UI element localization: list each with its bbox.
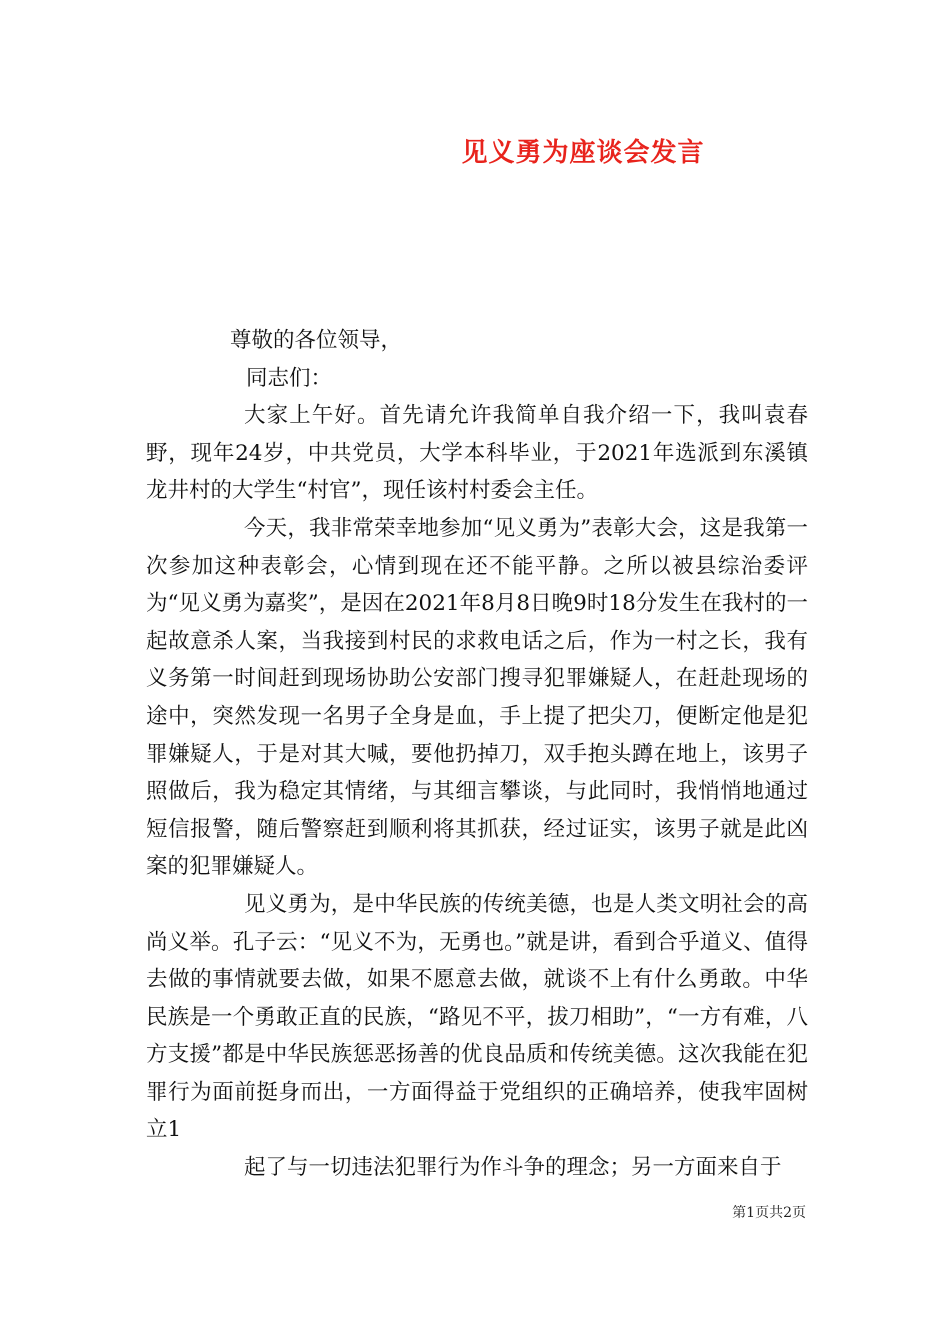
paragraph-virtue: 见义勇为，是中华民族的传统美德，也是人类文明社会的高尚义举。孔子云：“见义不为，无勇也。”就是讲，看到合乎道义、值得去做的事情就要去做，如果不愿意去做，就谈不上有什么勇敢。中华民族是一个勇敢正直的民族，“路见不平，拔刀相助”，“一方有难，八方支援”都是中华民族惩恶扬善的优良品质和传统美德。这次我能在犯罪行为面前挺身而出，一方面得益于党组织的正确培养，使我牢固树立1	[146, 891, 808, 1143]
paragraph-incident: 今天，我非常荣幸地参加“见义勇为”表彰大会，这是我第一次参加这种表彰会，心情到现在还不能平静。之所以被县综治委评为“见义勇为嘉奖”，是因在2021年8月8日晚9时18分发生在我村的一起故意杀人案，当我接到村民的求救电话之后，作为一村之长，我有义务第一时间赶到现场协助公安部门搜寻犯罪嫌疑人，在赶赴现场的途中，突然发现一名男子全身是血，手上提了把尖刀，便断定他是犯罪嫌疑人，于是对其大喊，要他扔掉刀，双手抱头蹲在地上，该男子照做后，我为稳定其情绪，与其细言攀谈，与此同时，我悄悄地通过短信报警，随后警察赶到顺利将其抓获，经过证实，该男子就是此凶案的犯罪嫌疑人。	[146, 515, 808, 880]
salutation-comrades: 同志们：	[246, 365, 333, 391]
document-body	[146, 322, 808, 1187]
document-title: 见义勇为座谈会发言	[461, 138, 705, 168]
page-number: 第1页共2页	[732, 1205, 806, 1221]
paragraph-continuation: 起了与一切违法犯罪行为作斗争的理念；另一方面来自于	[244, 1155, 782, 1181]
salutation-leaders: 尊敬的各位领导，	[230, 328, 403, 353]
paragraph-introduction: 大家上午好。首先请允许我简单自我介绍一下，我叫袁春野，现年24岁，中共党员，大学本科毕业，于2021年选派到东溪镇龙井村的大学生“村官”，现任该村村委会主任。	[146, 403, 808, 504]
